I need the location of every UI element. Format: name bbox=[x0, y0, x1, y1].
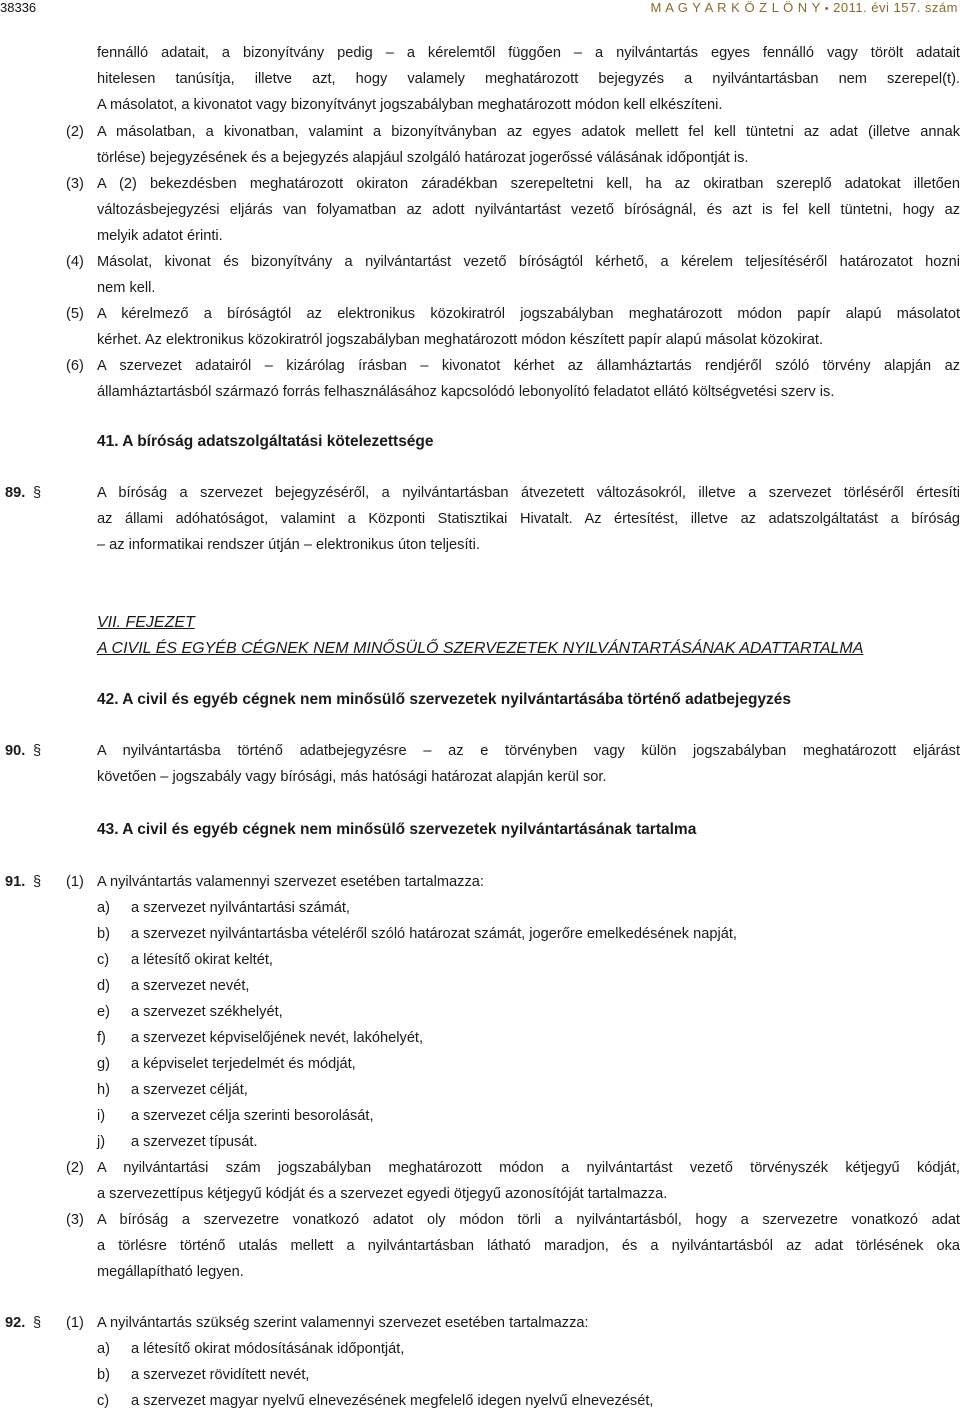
subsection-heading-43 bbox=[0, 817, 960, 843]
paragraph-text: A nyilvántartás valamennyi szervezet esetében tartalmazza: bbox=[97, 874, 484, 890]
paragraph-88-6-cont bbox=[0, 379, 960, 405]
subsection-heading-42 bbox=[0, 687, 960, 713]
section-90 bbox=[0, 738, 960, 764]
list-text: a szervezet típusát. bbox=[131, 1134, 258, 1150]
paragraph-88-4-cont bbox=[0, 275, 960, 301]
paragraph-text: A szervezet adatairól – kizárólag írásban – kivonatot kérhet az államháztartás rendjéről szóló törvény alapján az bbox=[97, 358, 960, 374]
paragraph-number: (2) bbox=[66, 124, 84, 140]
paragraph-number: (1) bbox=[66, 1315, 84, 1331]
paragraph-text: A bíróság a szervezet bejegyzéséről, a nyilvántartásban átvezetett változásokról, illetve a szervezet törléséről értesíti bbox=[97, 485, 960, 501]
list-letter: a) bbox=[97, 1341, 110, 1357]
list-text: a szervezet célja szerinti besorolását, bbox=[131, 1108, 374, 1124]
list-item bbox=[0, 1388, 960, 1414]
page-header bbox=[0, 0, 960, 16]
section-91 bbox=[0, 869, 960, 895]
paragraph-text: változásbejegyzési eljárás van folyamatban az adott nyilvántartást vezető bíróságnál, és azt is fel kell tüntetni, hogy az bbox=[97, 202, 960, 218]
list-item bbox=[0, 895, 960, 921]
journal-title bbox=[650, 0, 958, 15]
list-item bbox=[0, 947, 960, 973]
list-item bbox=[0, 921, 960, 947]
paragraph-text: törlése) bejegyzésének és a bejegyzés alapjául szolgáló határozat jogerőssé válásának időpontját is. bbox=[97, 150, 749, 166]
paragraph-text: a szervezettípus kétjegyű kódját és a szervezet egyedi ötjegyű azonosítóját tartalmazza. bbox=[97, 1186, 668, 1202]
list-text: a szervezet nevét, bbox=[131, 978, 250, 994]
paragraph-text: melyik adatot érinti. bbox=[97, 228, 223, 244]
paragraph-91-3 bbox=[0, 1207, 960, 1233]
paragraph-88-4 bbox=[0, 249, 960, 275]
list-letter: i) bbox=[97, 1108, 106, 1124]
issue-number: 2011. évi 157. szám bbox=[833, 0, 958, 15]
list-letter: d) bbox=[97, 978, 110, 994]
list-text: a szervezet nyilvántartásba vételéről szóló határozat számát, jogerőre emelkedésének napját, bbox=[131, 926, 737, 942]
paragraph-number: (4) bbox=[66, 254, 84, 270]
list-text: a szervezet képviselőjének nevét, lakóhelyét, bbox=[131, 1030, 424, 1046]
section-sign: § bbox=[33, 743, 42, 759]
paragraph-text: hitelesen tanúsítja, illetve azt, hogy valamely meghatározott bejegyzés a nyilvántartásban nem szerepel(t). bbox=[97, 71, 960, 87]
section-90-cont bbox=[0, 764, 960, 790]
list-letter: g) bbox=[97, 1056, 110, 1072]
paragraph-88-3 bbox=[0, 171, 960, 197]
paragraph-text: A nyilvántartásba történő adatbejegyzésre – az e törvényben vagy külön jogszabályban meghatározott eljárást bbox=[97, 743, 960, 759]
paragraph-88-3-cont bbox=[0, 223, 960, 249]
paragraph-88-5 bbox=[0, 301, 960, 327]
paragraph-number: (1) bbox=[66, 874, 84, 890]
list-item bbox=[0, 1336, 960, 1362]
chapter-label bbox=[0, 610, 960, 636]
paragraph-91-2-cont bbox=[0, 1181, 960, 1207]
page-number: 38336 bbox=[0, 0, 37, 15]
list-item bbox=[0, 1129, 960, 1155]
section-92 bbox=[0, 1310, 960, 1336]
list-item bbox=[0, 973, 960, 999]
list-text: a szervezet rövidített nevét, bbox=[131, 1367, 310, 1383]
list-text: a szervezet székhelyét, bbox=[131, 1004, 283, 1020]
list-item bbox=[0, 1077, 960, 1103]
intro-line bbox=[0, 66, 960, 92]
paragraph-text: államháztartásból származó forrás felhasználásához kapcsolódó lebonyolító feladatot ellátó költségvetési szerv is. bbox=[97, 384, 835, 400]
list-text: a szervezet magyar nyelvű elnevezésének megfelelő idegen nyelvű elnevezését, bbox=[131, 1393, 654, 1409]
list-letter: e) bbox=[97, 1004, 110, 1020]
list-letter: f) bbox=[97, 1030, 106, 1046]
paragraph-number: (3) bbox=[66, 1212, 84, 1228]
section-sign: § bbox=[33, 485, 42, 501]
paragraph-88-3-cont bbox=[0, 197, 960, 223]
section-number: 92. bbox=[5, 1315, 26, 1331]
list-text: a szervezet célját, bbox=[131, 1082, 248, 1098]
list-text: a létesítő okirat keltét, bbox=[131, 952, 273, 968]
list-text: a szervezet nyilvántartási számát, bbox=[131, 900, 350, 916]
heading-text: 41. A bíróság adatszolgáltatási kötelezettsége bbox=[97, 433, 434, 450]
list-text: a képviselet terjedelmét és módját, bbox=[131, 1056, 356, 1072]
journal-name: M A G Y A R K Ö Z L Ö N Y bbox=[650, 0, 821, 15]
section-sign: § bbox=[33, 1315, 42, 1331]
list-item bbox=[0, 999, 960, 1025]
intro-line bbox=[0, 92, 960, 118]
paragraph-88-2 bbox=[0, 119, 960, 145]
section-number: 89. bbox=[5, 485, 26, 501]
list-item bbox=[0, 1051, 960, 1077]
chapter-title-text: A CIVIL ÉS EGYÉB CÉGNEK NEM MINŐSÜLŐ SZERVEZETEK NYILVÁNTARTÁSÁNAK ADATTARTALMA bbox=[97, 640, 864, 657]
list-letter: h) bbox=[97, 1082, 110, 1098]
paragraph-number: (6) bbox=[66, 358, 84, 374]
paragraph-91-3-cont bbox=[0, 1259, 960, 1285]
chapter-number: VII. FEJEZET bbox=[97, 614, 195, 631]
paragraph-text: fennálló adatait, a bizonyítvány pedig – a kérelemtől függően – a nyilvántartás egyes fennálló vagy törölt adatait bbox=[97, 45, 960, 61]
list-text: a létesítő okirat módosításának időpontját, bbox=[131, 1341, 405, 1357]
paragraph-text: Másolat, kivonat és bizonyítvány a nyilvántartást vezető bíróságtól kérhető, a kérelem teljesítéséről határozatot hozni bbox=[97, 254, 960, 270]
paragraph-88-6 bbox=[0, 353, 960, 379]
paragraph-text: nem kell. bbox=[97, 280, 156, 296]
paragraph-91-2 bbox=[0, 1155, 960, 1181]
paragraph-text: A nyilvántartás szükség szerint valamennyi szervezet esetében tartalmazza: bbox=[97, 1315, 589, 1331]
list-letter: c) bbox=[97, 952, 110, 968]
paragraph-text: kérhet. Az elektronikus közokiratról jogszabályban meghatározott módon készített papír alapú másolat közokirat. bbox=[97, 332, 824, 348]
paragraph-text: A kérelmező a bíróságtól az elektronikus közokiratról jogszabályban meghatározott módon papír alapú másolatot bbox=[97, 306, 960, 322]
list-letter: a) bbox=[97, 900, 110, 916]
paragraph-number: (2) bbox=[66, 1160, 84, 1176]
section-sign: § bbox=[33, 874, 42, 890]
paragraph-text: az állami adóhatóságot, valamint a Központi Statisztikai Hivatalt. Az értesítést, illetve az adatszolgáltatást a bíróság bbox=[97, 511, 960, 527]
paragraph-number: (5) bbox=[66, 306, 84, 322]
paragraph-text: – az informatikai rendszer útján – elektronikus úton teljesíti. bbox=[97, 537, 480, 553]
list-item bbox=[0, 1362, 960, 1388]
paragraph-text: követően – jogszabály vagy bírósági, más hatósági határozat alapján kerül sor. bbox=[97, 769, 607, 785]
list-letter: c) bbox=[97, 1393, 110, 1409]
section-89-cont bbox=[0, 506, 960, 532]
subsection-heading-41 bbox=[0, 429, 960, 455]
bullet-separator: • bbox=[824, 3, 830, 15]
section-number: 91. bbox=[5, 874, 26, 890]
paragraph-text: A nyilvántartási szám jogszabályban meghatározott módon a nyilvántartást vezető törvényszék kétjegyű kódját, bbox=[97, 1160, 960, 1176]
heading-text: 43. A civil és egyéb cégnek nem minősülő szervezetek nyilvántartásának tartalma bbox=[97, 821, 697, 838]
chapter-title bbox=[0, 636, 960, 662]
intro-line bbox=[0, 40, 960, 66]
list-letter: b) bbox=[97, 926, 110, 942]
list-letter: b) bbox=[97, 1367, 110, 1383]
list-item bbox=[0, 1025, 960, 1051]
paragraph-88-2-cont bbox=[0, 145, 960, 171]
section-89 bbox=[0, 480, 960, 506]
paragraph-text: megállapítható legyen. bbox=[97, 1264, 244, 1280]
paragraph-text: a törlésre történő utalás mellett a nyilvántartásban látható maradjon, és a nyilvántartásból az adat törlésének oka bbox=[97, 1238, 960, 1254]
paragraph-88-5-cont bbox=[0, 327, 960, 353]
paragraph-91-3-cont bbox=[0, 1233, 960, 1259]
paragraph-text: A (2) bekezdésben meghatározott okiraton záradékban szerepeltetni kell, ha az okiratban szereplő adatokat illetően bbox=[97, 176, 960, 192]
paragraph-text: A másolatban, a kivonatban, valamint a bizonyítványban az egyes adatok mellett fel kell tüntetni az adat (illetve annak bbox=[97, 124, 960, 140]
paragraph-text: A bíróság a szervezetre vonatkozó adatot oly módon törli a nyilvántartásból, hogy a szervezetre vonatkozó adat bbox=[97, 1212, 960, 1228]
paragraph-text: A másolatot, a kivonatot vagy bizonyítványt jogszabályban meghatározott módon kell elkészíteni. bbox=[97, 97, 723, 113]
section-89-cont bbox=[0, 532, 960, 558]
list-item bbox=[0, 1103, 960, 1129]
list-letter: j) bbox=[97, 1134, 106, 1150]
paragraph-number: (3) bbox=[66, 176, 84, 192]
section-number: 90. bbox=[5, 743, 26, 759]
heading-text: 42. A civil és egyéb cégnek nem minősülő szervezetek nyilvántartásába történő adatbejegyzés bbox=[97, 691, 792, 708]
